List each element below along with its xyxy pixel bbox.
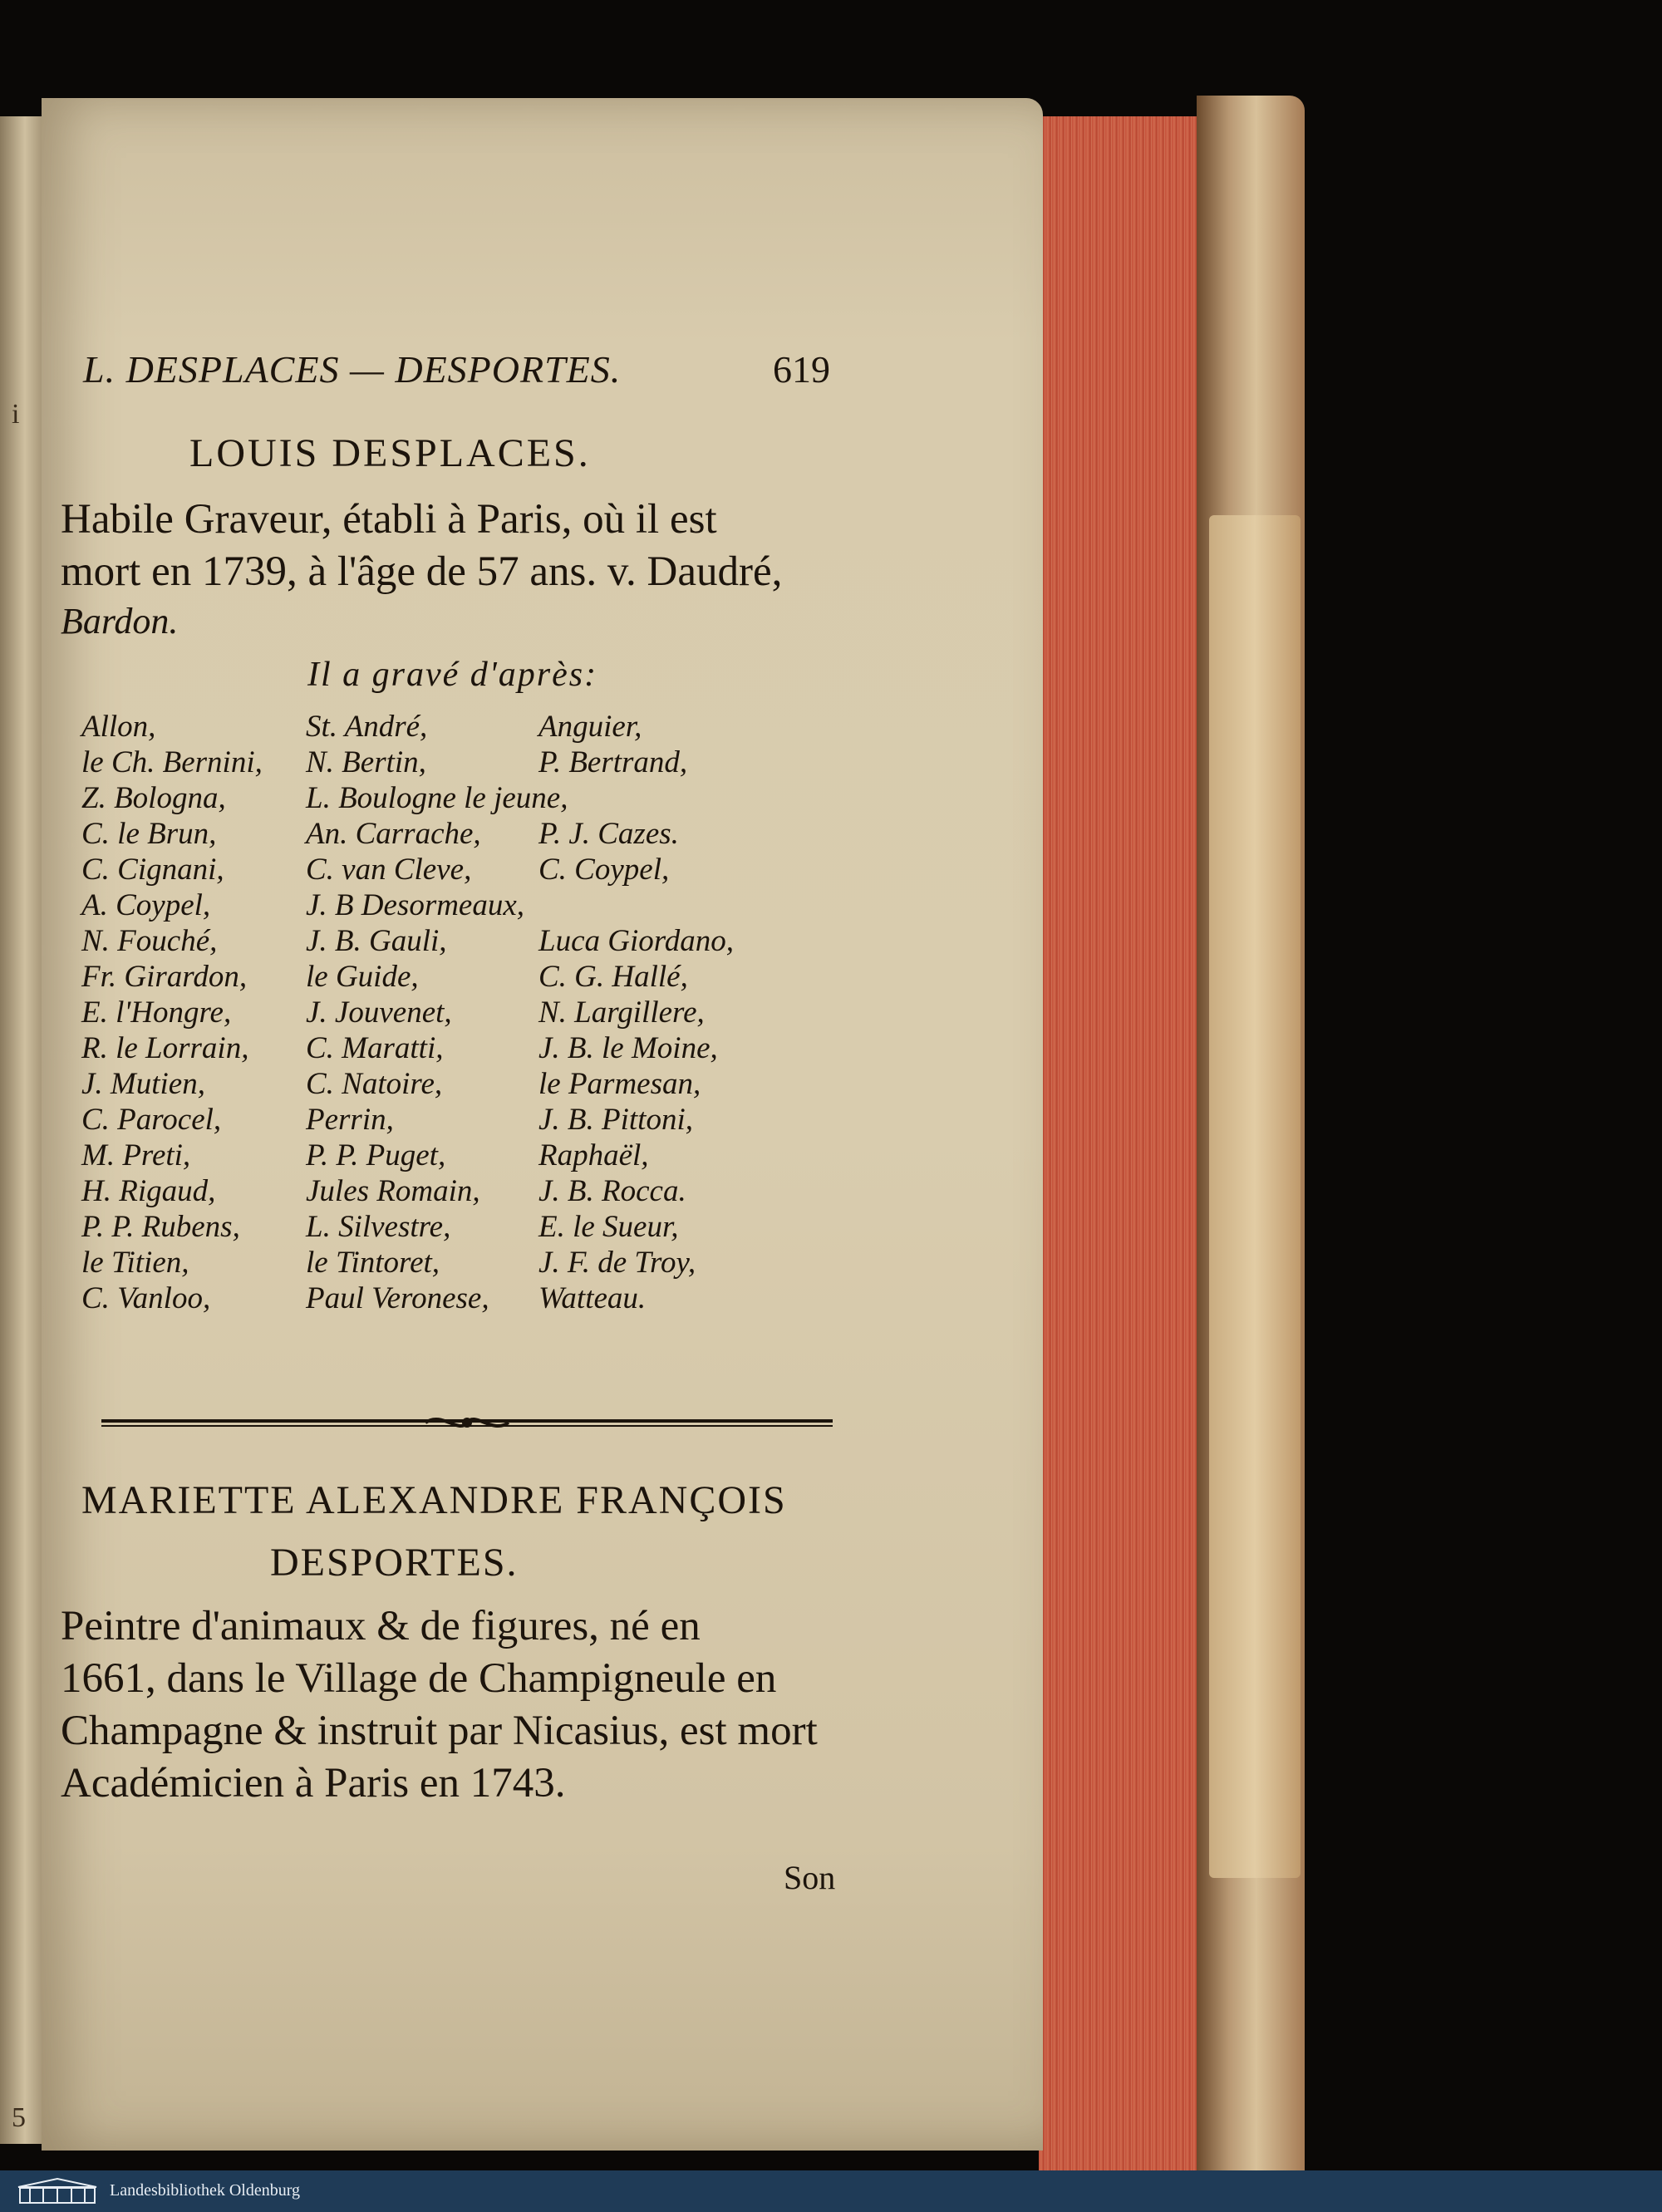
engraved-after-name: E. le Sueur, xyxy=(538,1210,679,1244)
engraved-after-name: C. Vanloo, xyxy=(81,1281,211,1315)
names-row xyxy=(81,709,829,745)
names-row xyxy=(81,1102,829,1138)
section2-line: Académicien à Paris en 1743. xyxy=(61,1760,566,1806)
names-row xyxy=(81,959,829,995)
engraved-after-name: P. P. Puget, xyxy=(306,1138,446,1172)
engraved-after-name: J. B. Gauli, xyxy=(306,924,447,958)
names-row xyxy=(81,745,829,780)
engraved-after-heading: Il a gravé d'après: xyxy=(307,656,598,694)
names-row xyxy=(81,1245,829,1281)
engraved-after-name: A. Coypel, xyxy=(81,888,211,922)
engraved-after-name: L. Boulogne le jeune, xyxy=(306,781,568,815)
engraved-after-name: J. B Desormeaux, xyxy=(306,888,525,922)
engraved-after-name: Anguier, xyxy=(538,710,642,744)
engraved-after-name: Fr. Girardon, xyxy=(81,960,248,994)
engraved-after-name: C. G. Hallé, xyxy=(538,960,688,994)
section2-heading-line2: DESPORTES. xyxy=(270,1541,519,1585)
names-row xyxy=(81,1173,829,1209)
names-row xyxy=(81,887,829,923)
engraved-after-name: Z. Bologna, xyxy=(81,781,226,815)
running-title: L. DESPLACES — DESPORTES. xyxy=(83,348,622,391)
engraved-after-name: Watteau. xyxy=(538,1281,647,1315)
engraved-after-name: N. Fouché, xyxy=(81,924,218,958)
section2-line: 1661, dans le Village de Champigneule en xyxy=(61,1655,777,1702)
engraved-after-name: le Titien, xyxy=(81,1246,189,1280)
page-fore-edge xyxy=(1039,116,1197,2206)
engraved-after-name: Jules Romain, xyxy=(306,1174,480,1208)
section1-line: Bardon. xyxy=(61,601,179,641)
engraved-after-name: C. le Brun, xyxy=(81,817,217,851)
section1-heading: LOUIS DESPLACES. xyxy=(189,431,591,475)
engraved-after-name: H. Rigaud, xyxy=(81,1174,216,1208)
engraved-after-name: J. Jouvenet, xyxy=(306,995,452,1030)
section1-line: mort en 1739, à l'âge de 57 ans. v. Daudré, xyxy=(61,548,783,595)
names-row xyxy=(81,780,829,816)
engraved-after-name: C. van Cleve, xyxy=(306,853,472,887)
engraved-after-name: J. B. Pittoni, xyxy=(538,1103,693,1137)
engraved-after-name: L. Silvestre, xyxy=(306,1210,451,1244)
engraved-after-name: N. Largillere, xyxy=(538,995,705,1030)
engraved-after-name: le Parmesan, xyxy=(538,1067,701,1101)
engraved-after-name: E. l'Hongre, xyxy=(81,995,232,1030)
engraved-after-name: P. Bertrand, xyxy=(538,745,688,779)
engraved-after-name: le Tintoret, xyxy=(306,1246,440,1280)
engraved-after-name: P. J. Cazes. xyxy=(538,817,679,851)
engraved-after-name: St. André, xyxy=(306,710,428,744)
engraved-after-name: Perrin, xyxy=(306,1103,394,1137)
engraved-after-name: N. Bertin, xyxy=(306,745,426,779)
engraved-after-name: C. Parocel, xyxy=(81,1103,222,1137)
names-row xyxy=(81,1030,829,1066)
engraved-after-name: Paul Veronese, xyxy=(306,1281,489,1315)
engraved-after-name: R. le Lorrain, xyxy=(81,1031,249,1065)
engraved-after-name: J. B. Rocca. xyxy=(538,1174,686,1208)
book-page xyxy=(42,98,1043,2151)
engraved-after-name: M. Preti, xyxy=(81,1138,191,1172)
names-row xyxy=(81,1138,829,1173)
engraved-after-names xyxy=(81,709,829,1316)
left-page-mark: 5 xyxy=(12,2102,26,2133)
engraved-after-name: le Ch. Bernini, xyxy=(81,745,263,779)
engraved-after-name: C. Coypel, xyxy=(538,853,670,887)
names-row xyxy=(81,923,829,959)
catchword: Son xyxy=(784,1859,836,1896)
engraved-after-name: An. Carrache, xyxy=(306,817,481,851)
engraved-after-name: C. Maratti, xyxy=(306,1031,444,1065)
engraved-after-name: J. Mutien, xyxy=(81,1067,205,1101)
engraved-after-name: J. B. le Moine, xyxy=(538,1031,718,1065)
engraved-after-name: P. P. Rubens, xyxy=(81,1210,240,1244)
engraved-after-name: C. Cignani, xyxy=(81,853,224,887)
engraved-after-name: Luca Giordano, xyxy=(538,924,735,958)
engraved-after-name: le Guide, xyxy=(306,960,419,994)
left-page-edge xyxy=(0,116,42,2144)
left-page-mark: i xyxy=(12,399,20,430)
section1-line: Habile Graveur, établi à Paris, où il est xyxy=(61,496,717,543)
section2-heading-line1: MARIETTE ALEXANDRE FRANÇOIS xyxy=(81,1478,787,1522)
names-row xyxy=(81,816,829,852)
engraved-after-name: Raphaël, xyxy=(538,1138,649,1172)
engraved-after-name: Allon, xyxy=(81,710,156,744)
book-cover-strip xyxy=(1209,515,1301,1878)
names-row xyxy=(81,995,829,1030)
footer-institution-link[interactable]: Landesbibliothek Oldenburg xyxy=(110,2181,301,2200)
engraved-after-name: J. F. de Troy, xyxy=(538,1246,696,1280)
page-number: 619 xyxy=(773,348,830,391)
names-row xyxy=(81,1209,829,1245)
names-row xyxy=(81,852,829,887)
divider-ornament xyxy=(101,1413,833,1434)
section2-line: Peintre d'animaux & de figures, né en xyxy=(61,1603,701,1649)
section2-line: Champagne & instruit par Nicasius, est mort xyxy=(61,1708,818,1754)
library-building-icon[interactable] xyxy=(15,2177,100,2205)
names-row xyxy=(81,1066,829,1102)
engraved-after-name: C. Natoire, xyxy=(306,1067,443,1101)
names-row xyxy=(81,1281,829,1316)
footer-bar xyxy=(0,2170,1662,2212)
